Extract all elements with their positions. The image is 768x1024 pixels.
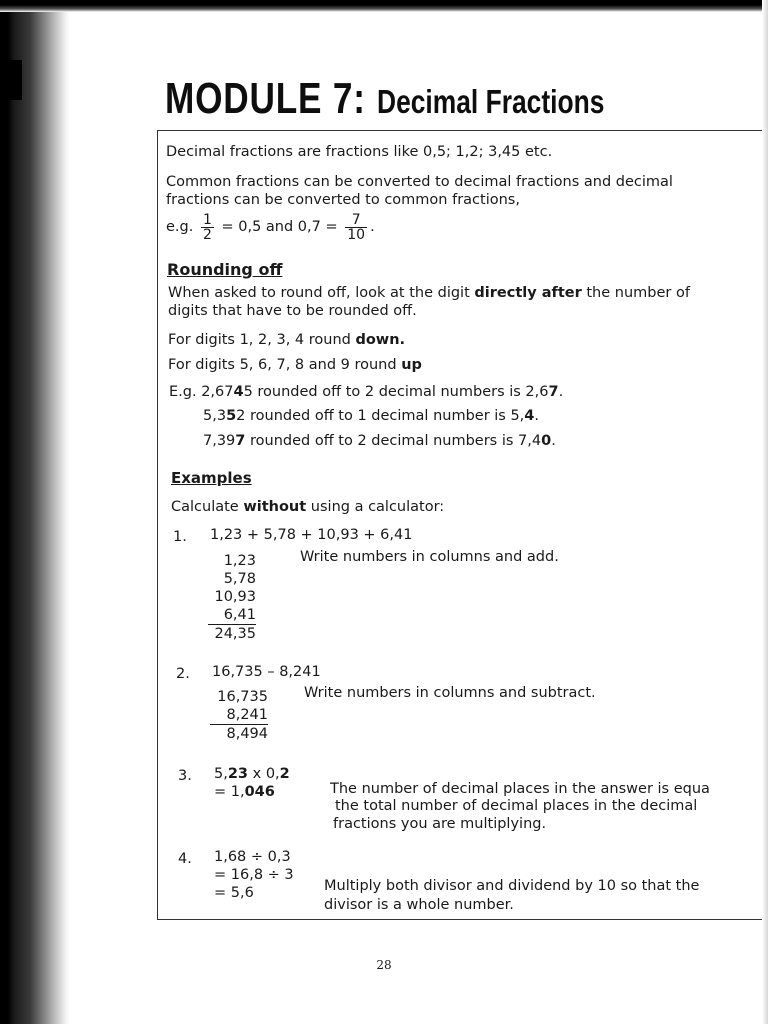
example-3-note-line-3: fractions you are multiplying. xyxy=(333,816,547,832)
intro-line-1: Decimal fractions are fractions like 0,5; 1,2; 3,45 etc. xyxy=(166,144,553,160)
text-bold: directly after xyxy=(474,285,582,301)
rounding-example-2 xyxy=(203,407,539,425)
column-result: 24,35 xyxy=(214,626,256,642)
text-segment: . xyxy=(534,408,539,424)
text-segment: 5 rounded off to 2 decimal numbers is 2,6 xyxy=(243,384,549,400)
example-3-note-line-1: The number of decimal places in the answer is equa xyxy=(330,781,710,797)
scan-edge-left xyxy=(0,0,70,1024)
intro-example xyxy=(166,212,375,242)
fraction-denominator: 2 xyxy=(202,226,212,243)
text-segment: x 0, xyxy=(248,766,280,782)
column-value: 8,241 xyxy=(210,706,268,725)
example-4-note-line-1: Multiply both divisor and dividend by 10 so that the xyxy=(324,878,700,894)
module-number: MODULE 7: xyxy=(165,74,366,123)
rounding-paragraph-line-1 xyxy=(168,284,690,302)
text-segment: using a calculator: xyxy=(310,499,445,515)
text-bold: 4 xyxy=(233,384,244,400)
column-value: 16,735 xyxy=(217,689,268,705)
example-3-number: 3. xyxy=(178,768,192,784)
fraction-one-half xyxy=(201,213,214,242)
text-bold: 7 xyxy=(235,433,246,449)
example-2-expression: 16,735 – 8,241 xyxy=(212,664,321,680)
scan-edge-top xyxy=(0,0,768,12)
example-2-number: 2. xyxy=(176,666,190,682)
text-segment: For digits 5, 6, 7, 8 and 9 round xyxy=(168,357,397,373)
text-segment: For digits 1, 2, 3, 4 round xyxy=(168,332,351,348)
text-bold: down. xyxy=(355,332,406,348)
text-bold: 7 xyxy=(548,384,559,400)
fraction-numerator: 7 xyxy=(345,213,367,228)
example-4-note-line-2: divisor is a whole number. xyxy=(324,897,514,913)
examples-heading: Examples xyxy=(171,469,252,487)
example-1-column xyxy=(208,552,256,643)
scan-edge-right xyxy=(762,0,768,1024)
text-segment: rounded off to 2 decimal numbers is 7,4 xyxy=(245,433,542,449)
fraction-numerator: 1 xyxy=(202,211,212,228)
text-bold: 046 xyxy=(244,784,275,800)
text-bold: 2 xyxy=(279,766,290,782)
text-segment: 5, xyxy=(214,766,228,782)
column-result: 8,494 xyxy=(226,726,268,742)
text-bold: up xyxy=(401,357,422,373)
text-segment: Calculate xyxy=(171,499,239,515)
example-1-note: Write numbers in columns and add. xyxy=(300,549,559,565)
text-segment: E.g. 2,67 xyxy=(169,384,234,400)
example-2-note: Write numbers in columns and subtract. xyxy=(304,685,596,701)
text-segment: = 1, xyxy=(214,784,245,800)
intro-line-2: Common fractions can be converted to decimal fractions and decimal xyxy=(166,174,673,190)
scan-artifact xyxy=(0,60,22,100)
eg-prefix: e.g. xyxy=(166,219,194,235)
example-4-number: 4. xyxy=(178,851,192,867)
example-3-expression xyxy=(214,765,290,783)
column-value: 10,93 xyxy=(214,589,256,605)
text-segment: the number of xyxy=(586,285,690,301)
text-segment: . xyxy=(551,433,556,449)
rounding-up-rule xyxy=(168,356,422,374)
page-number: 28 xyxy=(376,958,392,972)
fraction-denominator: 10 xyxy=(347,226,366,243)
text-segment: . xyxy=(558,384,564,400)
example-1-number: 1. xyxy=(173,529,187,545)
column-value: 5,78 xyxy=(223,571,256,587)
eg-middle: = 0,5 and 0,7 = xyxy=(221,219,338,235)
module-title xyxy=(165,74,604,124)
module-subtitle: Decimal Fractions xyxy=(377,83,605,120)
rounding-example-3 xyxy=(203,432,556,450)
example-3-result xyxy=(214,783,275,801)
example-2-column xyxy=(210,688,268,743)
text-segment: When asked to round off, look at the digit xyxy=(168,285,470,301)
example-4-line-3: = 5,6 xyxy=(214,885,254,901)
examples-instruction xyxy=(171,498,444,516)
text-bold: 23 xyxy=(227,766,249,782)
eg-end: . xyxy=(370,219,375,235)
rounding-heading: Rounding off xyxy=(167,260,283,279)
rounding-paragraph-line-2: digits that have to be rounded off. xyxy=(168,303,417,319)
text-segment: 2 rounded off to 1 decimal number is 5, xyxy=(236,408,525,424)
example-3-note-line-2: the total number of decimal places in the decimal xyxy=(335,798,698,814)
column-value: 6,41 xyxy=(208,606,256,625)
text-bold: without xyxy=(243,499,307,515)
fraction-seven-tenths xyxy=(345,213,367,242)
example-4-line-2: = 16,8 ÷ 3 xyxy=(214,867,294,883)
text-bold: 0 xyxy=(541,433,552,449)
text-bold: 4 xyxy=(524,408,535,424)
text-bold: 5 xyxy=(226,408,237,424)
example-1-expression: 1,23 + 5,78 + 10,93 + 6,41 xyxy=(210,527,413,543)
text-segment: 5,3 xyxy=(203,408,227,424)
text-segment: 7,39 xyxy=(203,433,236,449)
rounding-example-1 xyxy=(169,383,563,401)
column-value: 1,23 xyxy=(223,553,256,569)
intro-line-3: fractions can be converted to common fractions, xyxy=(166,192,520,208)
example-4-line-1: 1,68 ÷ 0,3 xyxy=(214,849,291,865)
rounding-down-rule xyxy=(168,331,405,349)
